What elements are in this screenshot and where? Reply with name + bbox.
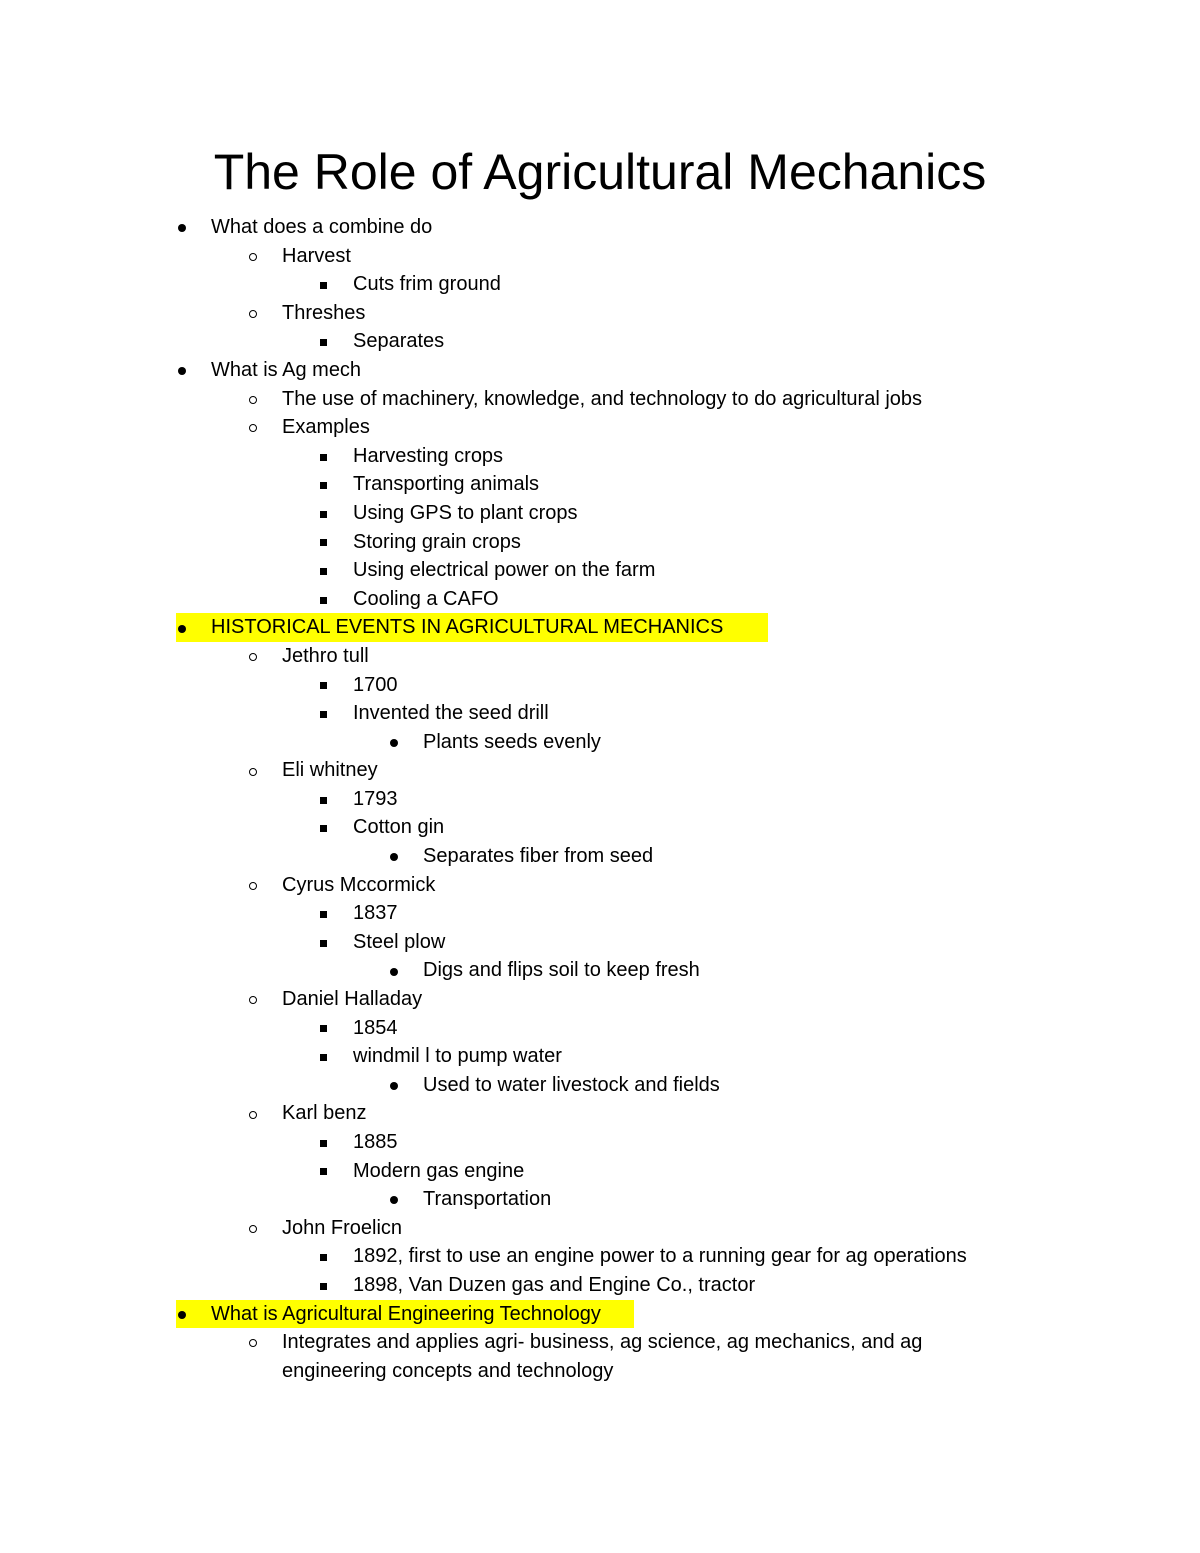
bullet-ring-icon [243, 756, 263, 785]
list-item-text: Used to water livestock and fields [423, 1073, 720, 1096]
list-item [0, 299, 1200, 328]
list-item [0, 556, 1200, 585]
list-item-text: What is Agricultural Engineering Technology [211, 1302, 601, 1325]
bullet-ring-icon [243, 1099, 263, 1128]
bullet-square-icon [313, 1042, 333, 1071]
bullet-ring-icon [243, 413, 263, 442]
bullet-dot-icon [384, 1071, 404, 1100]
bullet-square-icon [313, 556, 333, 585]
list-item-text: Cyrus Mccormick [282, 873, 436, 896]
bullet-square-icon [313, 1271, 333, 1300]
bullet-dot-icon [384, 956, 404, 985]
bullet-square-icon [313, 1157, 333, 1186]
list-item-text: Harvesting crops [353, 444, 504, 467]
list-item-text: Cooling a CAFO [353, 587, 499, 610]
list-item [0, 1157, 1200, 1186]
list-item-text: 1793 [353, 787, 398, 810]
bullet-square-icon [313, 813, 333, 842]
bullet-dot-icon [384, 842, 404, 871]
list-item [0, 956, 1200, 985]
list-item [0, 899, 1200, 928]
list-item [0, 642, 1200, 671]
list-item [0, 785, 1200, 814]
list-item-text: HISTORICAL EVENTS IN AGRICULTURAL MECHANICS [211, 616, 724, 639]
bullet-square-icon [313, 585, 333, 614]
bullet-square-icon [313, 470, 333, 499]
list-item-text: 1885 [353, 1131, 398, 1153]
list-item-text: windmil l to pump water [353, 1045, 562, 1068]
bullet-ring-icon [243, 385, 263, 414]
list-item-text: Steel plow [353, 930, 446, 953]
list-item [0, 1128, 1200, 1157]
list-item-text: Transportation [423, 1188, 552, 1211]
list-item-text: 1854 [353, 1016, 398, 1039]
list-item-text: Cotton gin [353, 816, 445, 839]
bullet-ring-icon [243, 299, 263, 328]
bullet-square-icon [313, 1014, 333, 1043]
list-item [0, 671, 1200, 700]
highlighted-heading [0, 613, 1200, 642]
list-item-text: 1837 [353, 902, 398, 925]
bullet-square-icon [313, 270, 333, 299]
list-item-text: What does a combine do [211, 216, 433, 238]
list-item-text: The use of machinery, knowledge, and technology to do agricultural jobs [282, 387, 923, 410]
list-item [0, 356, 1200, 385]
list-item [0, 928, 1200, 957]
list-item [0, 385, 1200, 414]
list-item [0, 1014, 1200, 1043]
list-item-text: 1700 [353, 673, 398, 696]
list-item [0, 413, 1200, 442]
list-item-text: Daniel Halladay [282, 988, 423, 1011]
bullet-square-icon [313, 928, 333, 957]
list-item [0, 1271, 1200, 1300]
bullet-dot-icon [384, 728, 404, 757]
bullet-square-icon [313, 899, 333, 928]
list-item [0, 871, 1200, 900]
document-title: The Role of Agricultural Mechanics [213, 144, 987, 200]
list-item [0, 528, 1200, 557]
list-item-text: 1898, Van Duzen gas and Engine Co., tractor [353, 1273, 756, 1296]
list-item-text: Digs and flips soil to keep fresh [423, 959, 700, 982]
bullet-ring-icon [243, 871, 263, 900]
bullet-square-icon [313, 442, 333, 471]
bullet-ring-icon [243, 1214, 263, 1243]
bullet-square-icon [313, 1242, 333, 1271]
list-item-text: Using GPS to plant crops [353, 501, 578, 524]
bullet-dot-icon [172, 356, 192, 385]
list-item [0, 813, 1200, 842]
list-item-text: Jethro tull [282, 644, 369, 667]
notes-outline [0, 213, 1200, 1385]
bullet-ring-icon [243, 985, 263, 1014]
list-item-text: Separates [353, 330, 445, 353]
list-item-text: 1892, first to use an engine power to a running gear for ag operations [353, 1245, 967, 1268]
list-item-text: Examples [282, 416, 370, 439]
list-item-text: Cuts frim ground [353, 273, 501, 296]
list-item-text: Harvest [282, 244, 351, 267]
list-item [0, 1242, 1200, 1271]
bullet-square-icon [313, 528, 333, 557]
bullet-square-icon [313, 671, 333, 700]
bullet-square-icon [313, 1128, 333, 1157]
list-item [0, 1214, 1200, 1243]
list-item [0, 699, 1200, 728]
bullet-square-icon [313, 699, 333, 728]
list-item-text: Transporting animals [353, 473, 540, 496]
list-item [0, 213, 1200, 242]
list-item [0, 1099, 1200, 1128]
list-item [0, 327, 1200, 356]
highlighted-heading [0, 1300, 1200, 1329]
bullet-square-icon [313, 327, 333, 356]
bullet-dot-icon [172, 213, 192, 242]
list-item [0, 985, 1200, 1014]
list-item [0, 442, 1200, 471]
bullet-dot-icon [172, 613, 192, 642]
list-item [0, 842, 1200, 871]
list-item [0, 728, 1200, 757]
bullet-square-icon [313, 499, 333, 528]
list-item-text: Plants seeds evenly [423, 730, 601, 753]
list-item-text: Invented the seed drill [353, 702, 549, 725]
bullet-dot-icon [172, 1300, 192, 1329]
bullet-ring-icon [243, 1328, 263, 1357]
list-item-text: Eli whitney [282, 759, 378, 782]
list-item [0, 1071, 1200, 1100]
bullet-ring-icon [243, 242, 263, 271]
list-item-text: Integrates and applies agri- business, ag science, ag mechanics, and ag engineering concepts and technology [282, 1331, 923, 1382]
bullet-ring-icon [243, 642, 263, 671]
list-item-text: Separates fiber from seed [423, 845, 654, 868]
list-item [0, 242, 1200, 271]
list-item [0, 270, 1200, 299]
list-item [0, 1185, 1200, 1214]
list-item [0, 585, 1200, 614]
list-item-text: What is Ag mech [211, 358, 362, 381]
list-item [0, 1042, 1200, 1071]
list-item [0, 756, 1200, 785]
bullet-dot-icon [384, 1185, 404, 1214]
bullet-square-icon [313, 785, 333, 814]
list-item-text: Modern gas engine [353, 1159, 525, 1182]
list-item-text: Karl benz [282, 1102, 367, 1125]
list-item-text: Threshes [282, 301, 366, 324]
list-item [0, 499, 1200, 528]
list-item-text: John Froelicn [282, 1216, 403, 1239]
list-item-text: Using electrical power on the farm [353, 559, 656, 582]
list-item-text: Storing grain crops [353, 530, 521, 553]
list-item [0, 1328, 1200, 1385]
list-item [0, 470, 1200, 499]
